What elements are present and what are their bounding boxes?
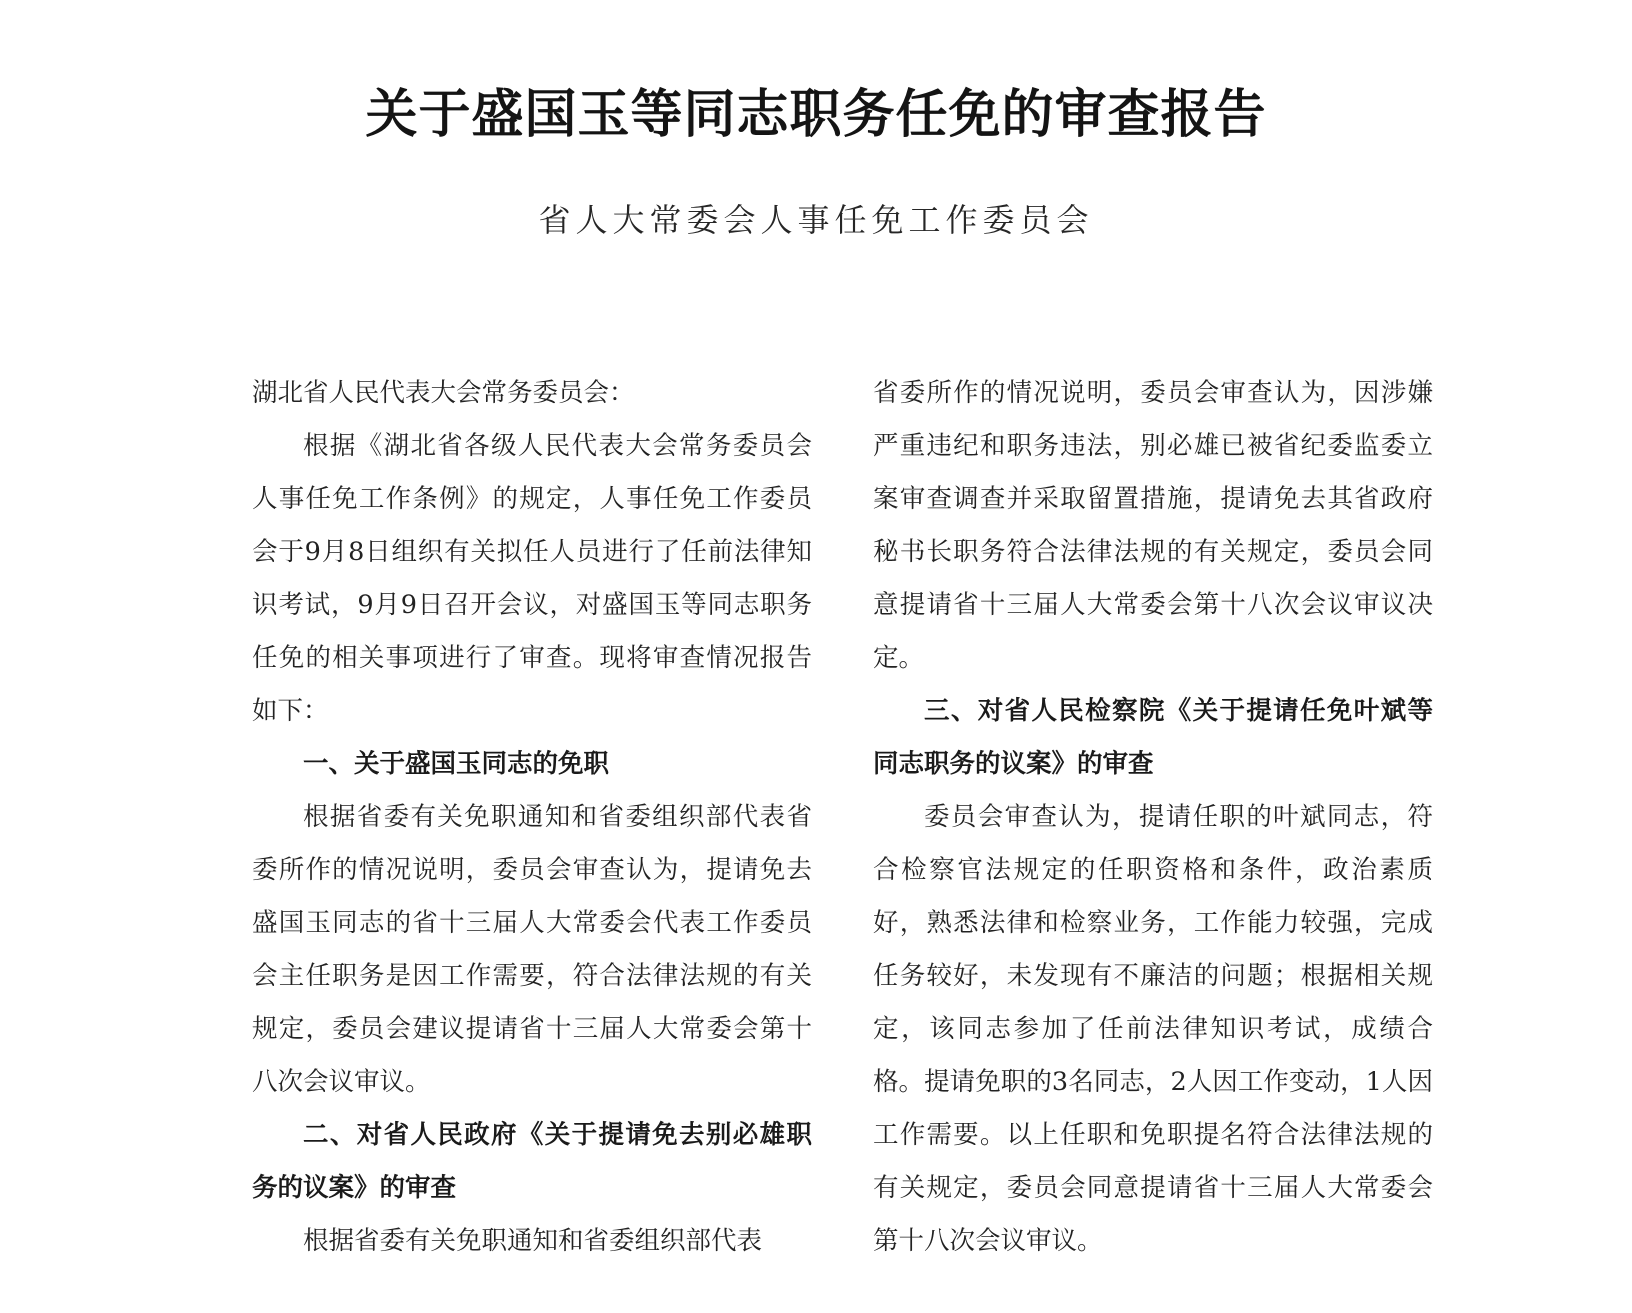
section2-body-start: 根据省委有关免职通知和省委组织部代表: [303, 1226, 763, 1256]
document-title: 关于盛国玉等同志职务任免的审查报告: [365, 84, 1267, 145]
section2-body-continued: 省委所作的情况说明，委员会审查认为，因涉嫌严重违纪和职务违法，别必雄已被省纪委监委立案审查调查并采取留置措施，提请免去其省政府秘书长职务符合法律法规的有关规定，委员会同意提请省十三届人大常委会第十八次会议审议决定。: [873, 378, 1433, 673]
section1-heading: 一、关于盛国玉同志的免职: [303, 749, 610, 779]
salutation: 湖北省人民代表大会常务委员会：: [252, 378, 635, 408]
document-author: 省人大常委会人事任免工作委员会: [538, 201, 1094, 239]
section3-body: 委员会审查认为，提请任职的叶斌同志，符合检察官法规定的任职资格和条件，政治素质好，熟悉法律和检察业务，工作能力较强，完成任务较好，未发现有不廉洁的问题；根据相关规定，该同志参加了任前法律知识考试，成绩合格。提请免职的3名同志，2人因工作变动，1人因工作需要。以上任职和免职提名符合法律法规的有关规定，委员会同意提请省十三届人大常委会第十八次会议审议。: [873, 802, 1433, 1256]
right-column: [873, 367, 1433, 1268]
section2-heading: 二、对省人民政府《关于提请免去别必雄职务的议案》的审查: [252, 1120, 812, 1203]
left-column: [252, 367, 812, 1268]
section1-body: 根据省委有关免职通知和省委组织部代表省委所作的情况说明，委员会审查认为，提请免去盛国玉同志的省十三届人大常委会代表工作委员会主任职务是因工作需要，符合法律法规的有关规定，委员会建议提请省十三届人大常委会第十八次会议审议。: [252, 802, 812, 1097]
section3-heading: 三、对省人民检察院《关于提请任免叶斌等同志职务的议案》的审查: [873, 696, 1433, 779]
intro-paragraph: 根据《湖北省各级人民代表大会常务委员会人事任免工作条例》的规定，人事任免工作委员会于9月8日组织有关拟任人员进行了任前法律知识考试，9月9日召开会议，对盛国玉等同志职务任免的相关事项进行了审查。现将审查情况报告如下：: [252, 431, 812, 726]
